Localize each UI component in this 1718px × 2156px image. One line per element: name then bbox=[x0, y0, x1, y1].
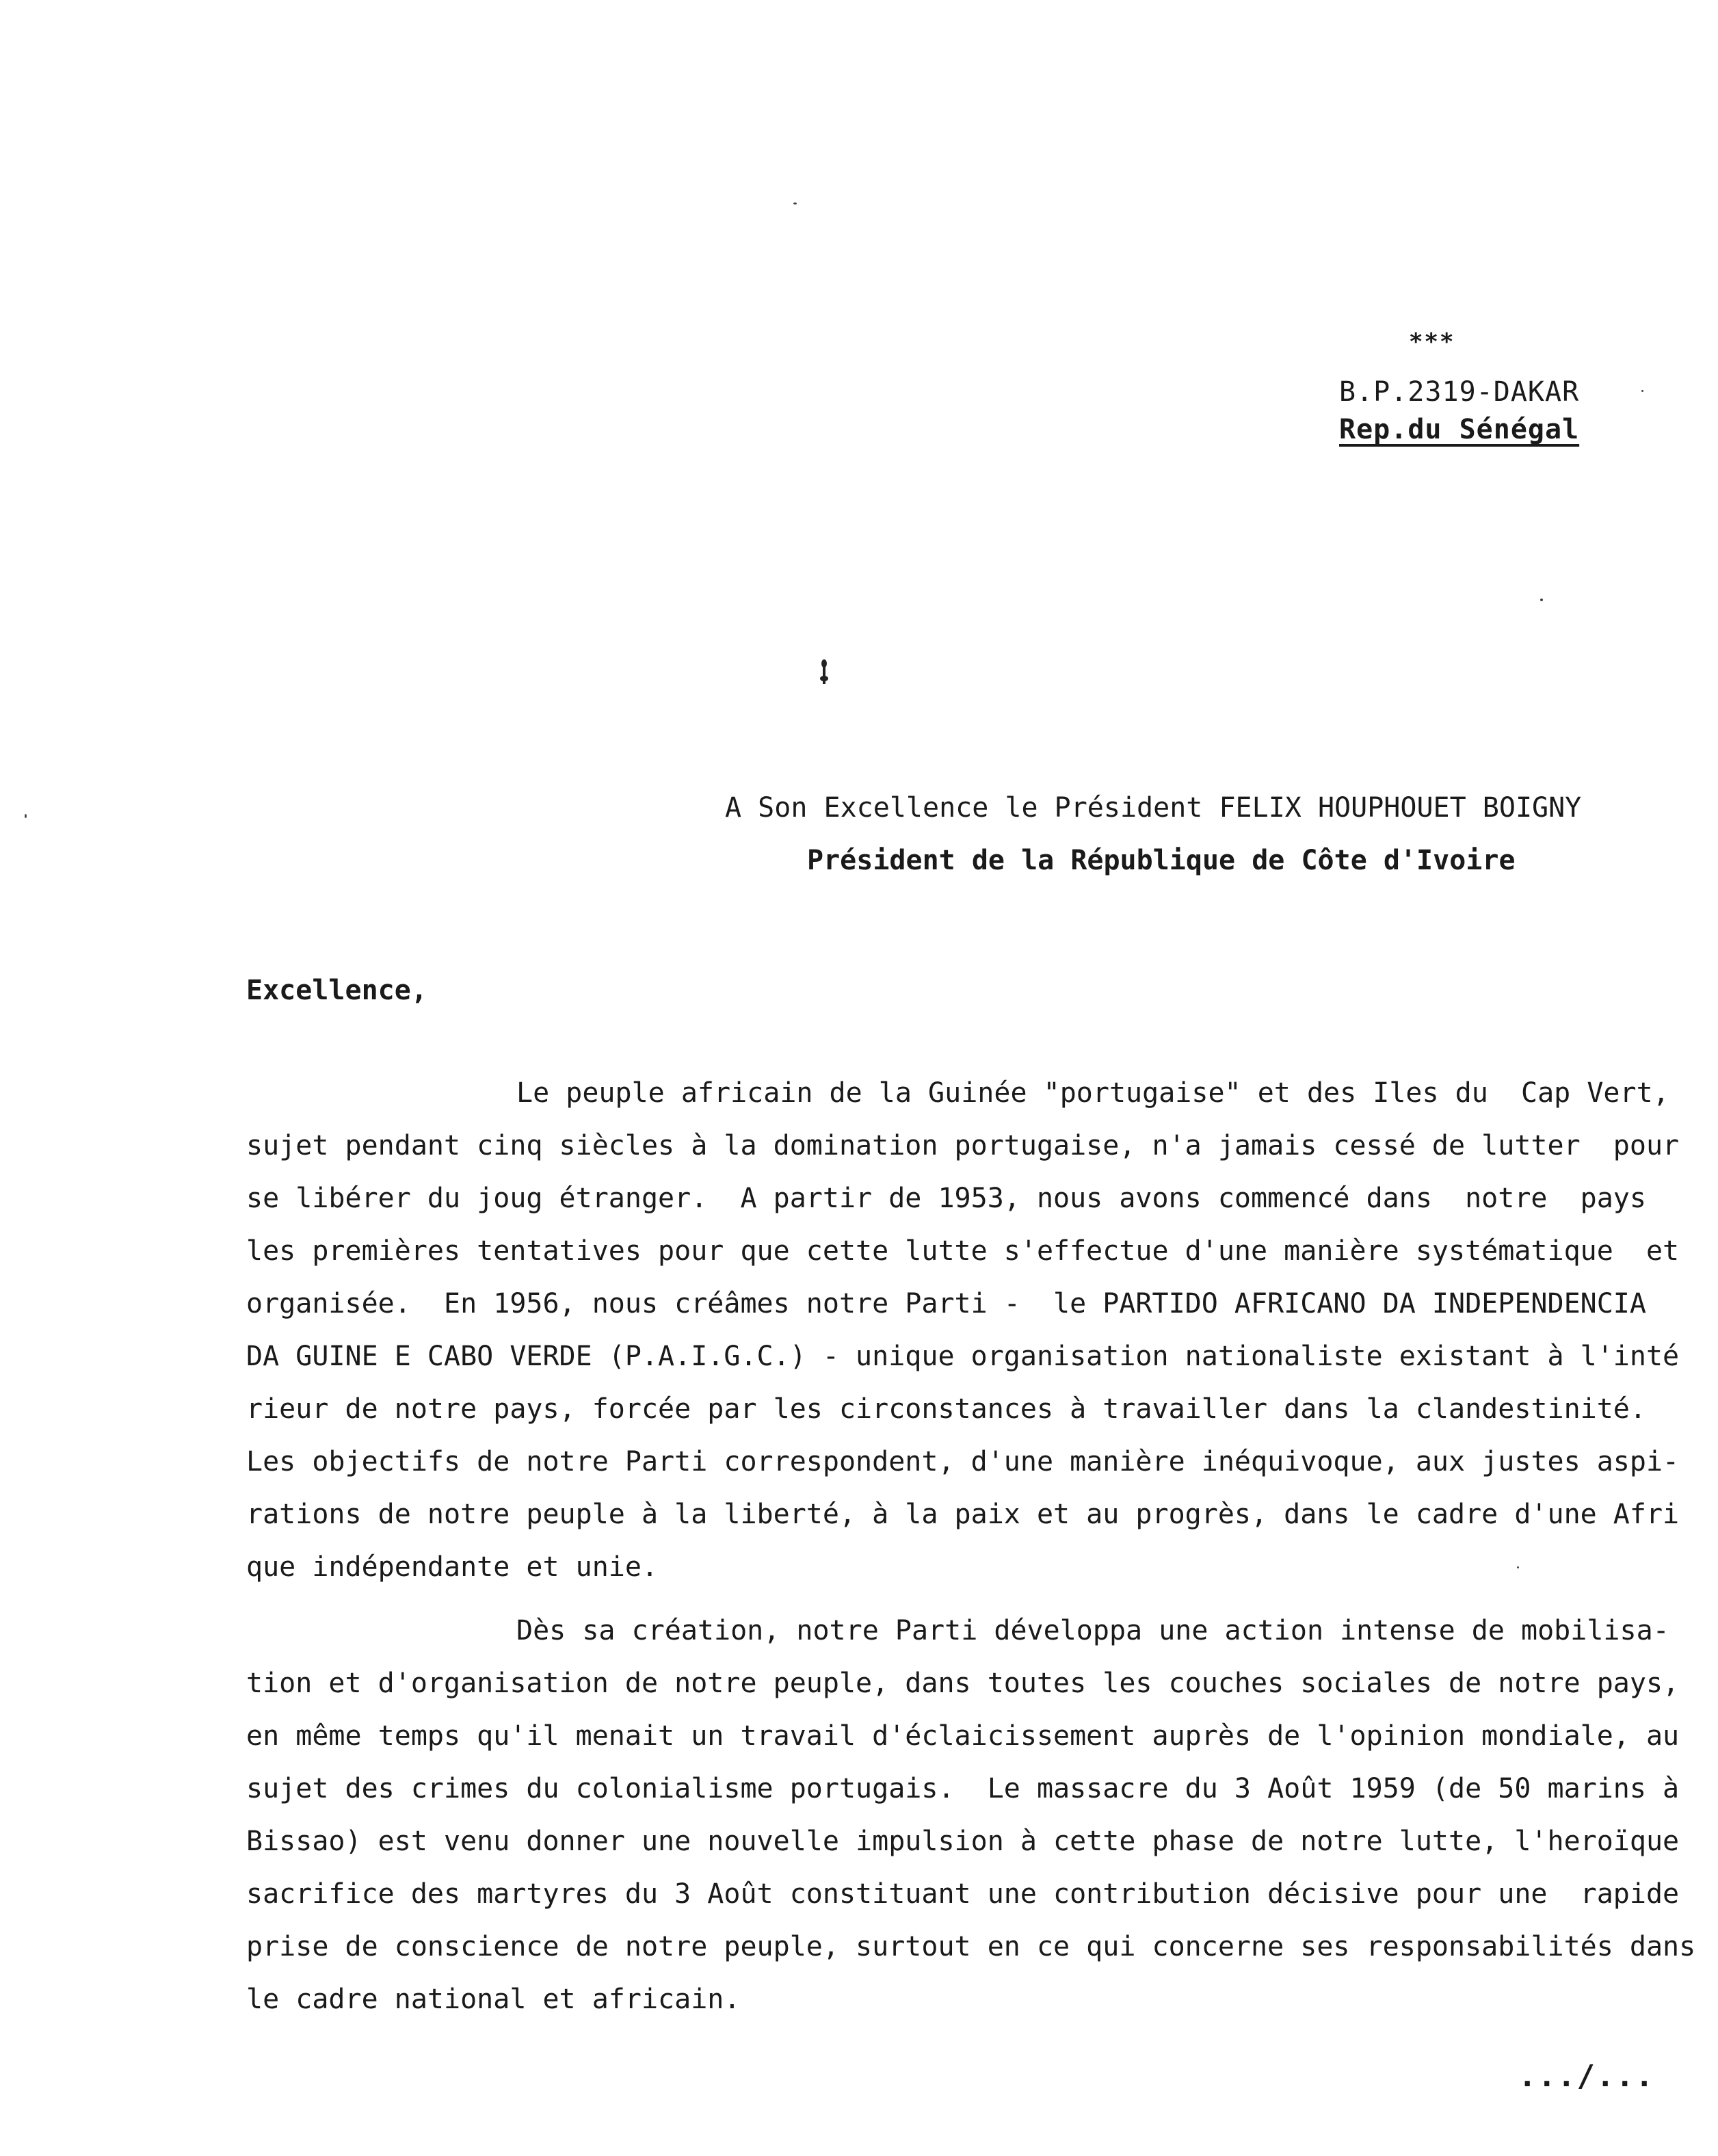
scan-speck bbox=[25, 814, 27, 818]
paragraph-line: le cadre national et africain. bbox=[246, 1984, 741, 2015]
paragraph-line: organisée. En 1956, nous créâmes notre Parti - le PARTIDO AFRICANO DA INDEPENDENCIA bbox=[246, 1288, 1646, 1319]
address-country: Rep.du Sénégal bbox=[1339, 414, 1580, 445]
scan-speck bbox=[1517, 1566, 1519, 1568]
scan-speck bbox=[793, 202, 797, 205]
salutation: Excellence, bbox=[246, 975, 427, 1006]
continued-marker: .../... bbox=[1518, 2059, 1655, 2094]
paragraph-line: Dès sa création, notre Parti développa une action intense de mobilisa- bbox=[516, 1615, 1669, 1646]
paragraph-line: tion et d'organisation de notre peuple, dans toutes les couches sociales de notre pays, bbox=[246, 1668, 1680, 1699]
header-stars: *** bbox=[1409, 328, 1455, 356]
paragraph-line: Le peuple africain de la Guinée "portugaise" et des Iles du Cap Vert, bbox=[516, 1077, 1669, 1109]
paragraph-line: en même temps qu'il menait un travail d'éclaicissement auprès de l'opinion mondiale, au bbox=[246, 1720, 1680, 1752]
paragraph-line: rieur de notre pays, forcée par les circonstances à travailler dans la clandestinité. bbox=[246, 1393, 1646, 1425]
recipient-title: Président de la République de Côte d'Ivoire bbox=[807, 845, 1516, 876]
paragraph-line: se libérer du joug étranger. A partir de 1953, nous avons commencé dans notre pays bbox=[246, 1183, 1646, 1214]
paragraph-line: sujet pendant cinq siècles à la domination portugaise, n'a jamais cessé de lutter pour bbox=[246, 1130, 1680, 1161]
paragraph-2 bbox=[246, 1605, 1696, 2026]
scan-speck bbox=[1641, 390, 1643, 392]
ink-mark-icon bbox=[819, 658, 829, 688]
address-po-box: B.P.2319-DAKAR bbox=[1339, 376, 1580, 408]
paragraph-line: rations de notre peuple à la liberté, à la paix et au progrès, dans le cadre d'une Afri bbox=[246, 1499, 1680, 1530]
paragraph-line: DA GUINE E CABO VERDE (P.A.I.G.C.) - unique organisation nationaliste existant à l'inté bbox=[246, 1341, 1680, 1372]
paragraph-line: Les objectifs de notre Parti correspondent, d'une manière inéquivoque, aux justes aspi- bbox=[246, 1446, 1680, 1477]
paragraph-line: Bissao) est venu donner une nouvelle impulsion à cette phase de notre lutte, l'heroïque bbox=[246, 1826, 1680, 1857]
paragraph-line: les premières tentatives pour que cette lutte s'effectue d'une manière systématique et bbox=[246, 1235, 1680, 1267]
paragraph-1 bbox=[246, 1067, 1680, 1594]
paragraph-line: sujet des crimes du colonialisme portugais. Le massacre du 3 Août 1959 (de 50 marins à bbox=[246, 1773, 1680, 1804]
recipient-name: A Son Excellence le Président FELIX HOUPHOUET BOIGNY bbox=[725, 792, 1582, 824]
paragraph-line: sacrifice des martyres du 3 Août constituant une contribution décisive pour une rapide bbox=[246, 1878, 1680, 1910]
paragraph-line: prise de conscience de notre peuple, surtout en ce qui concerne ses responsabilités dans bbox=[246, 1931, 1696, 1962]
paragraph-line: que indépendante et unie. bbox=[246, 1551, 659, 1583]
scan-speck bbox=[1540, 599, 1543, 601]
